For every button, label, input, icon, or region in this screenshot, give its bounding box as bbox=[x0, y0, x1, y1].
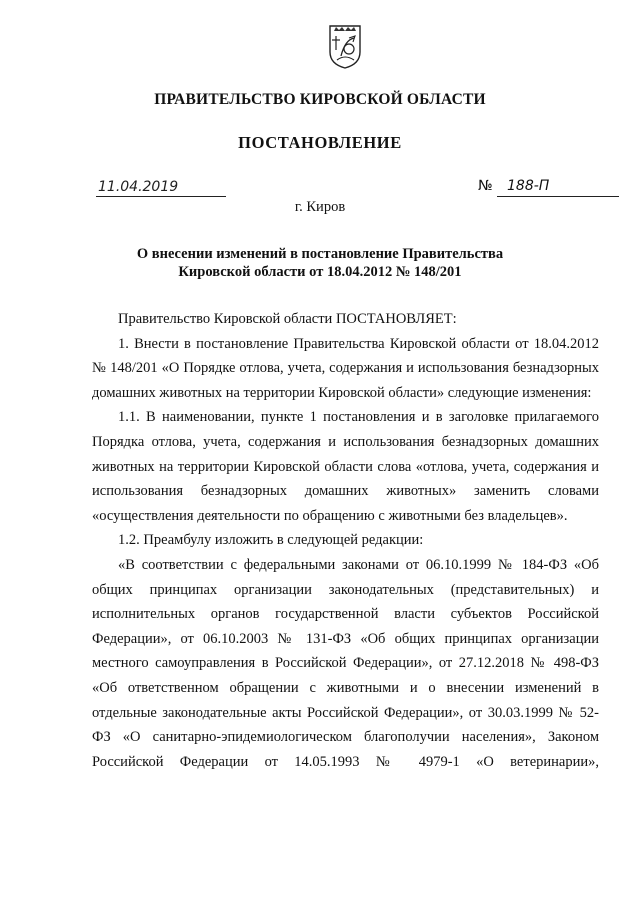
coat-of-arms-icon bbox=[327, 22, 363, 70]
number-sign: № bbox=[478, 178, 493, 194]
subject-line-2: Кировской области от 18.04.2012 № 148/201 bbox=[178, 264, 462, 280]
city-name: г. Киров bbox=[294, 199, 346, 215]
paragraph-new-preamble: «В соответствии с федеральными законами от 06.10.1999 № 184-ФЗ «Об общих принципах организации законодательных (представительных) и исполнительных органов государственной власти субъектов Российской Федерации», от 06.10.2003 № 131-ФЗ «Об общих принципах организации местного самоуправления в Российской Федерации», от 27.12.2018 № 498-ФЗ «Об ответственном обращении с животными и о внесении изменений в отдельные законодательные акты Российской Федерации», от 30.03.1999 № 52-ФЗ «О санитарно-эпидемиологическом благополучии населения», Законом Российской Федерации от 14.05.1993 № 4979-1 «О ветеринарии», bbox=[92, 556, 599, 770]
document-number bbox=[478, 176, 619, 197]
subject-line-1: О внесении изменений в постановление Правительства bbox=[136, 246, 504, 262]
paragraph-1-2: 1.2. Преамбулу изложить в следующей редакции: bbox=[118, 532, 424, 549]
document-subject bbox=[0, 245, 640, 281]
paragraph-1: 1. Внести в постановление Правительства Кировской области от 18.04.2012 № 148/201 «О Порядке отлова, учета, содержания и использования безнадзорных домашних животных на территории Кировской области» следующие изменения: bbox=[92, 335, 599, 401]
document-type: ПОСТАНОВЛЕНИЕ bbox=[238, 133, 402, 152]
number-value: 188-П bbox=[497, 176, 619, 197]
organization-name: ПРАВИТЕЛЬСТВО КИРОВСКОЙ ОБЛАСТИ bbox=[154, 91, 486, 108]
document-date: 11.04.2019 bbox=[96, 178, 226, 197]
document-body bbox=[92, 307, 599, 774]
paragraph-1-1: 1.1. В наименовании, пункте 1 постановления и в заголовке прилагаемого Порядка отлова, учета, содержания и использования безнадзорных домашних животных на территории Кировской области слова «отлова, учета, содержания и использования безнадзорных домашних животных» заменить словами «осуществления деятельности по обращению с животными без владельцев». bbox=[92, 409, 599, 524]
paragraph-preamble: Правительство Кировской области ПОСТАНОВЛЯЕТ: bbox=[118, 311, 457, 327]
